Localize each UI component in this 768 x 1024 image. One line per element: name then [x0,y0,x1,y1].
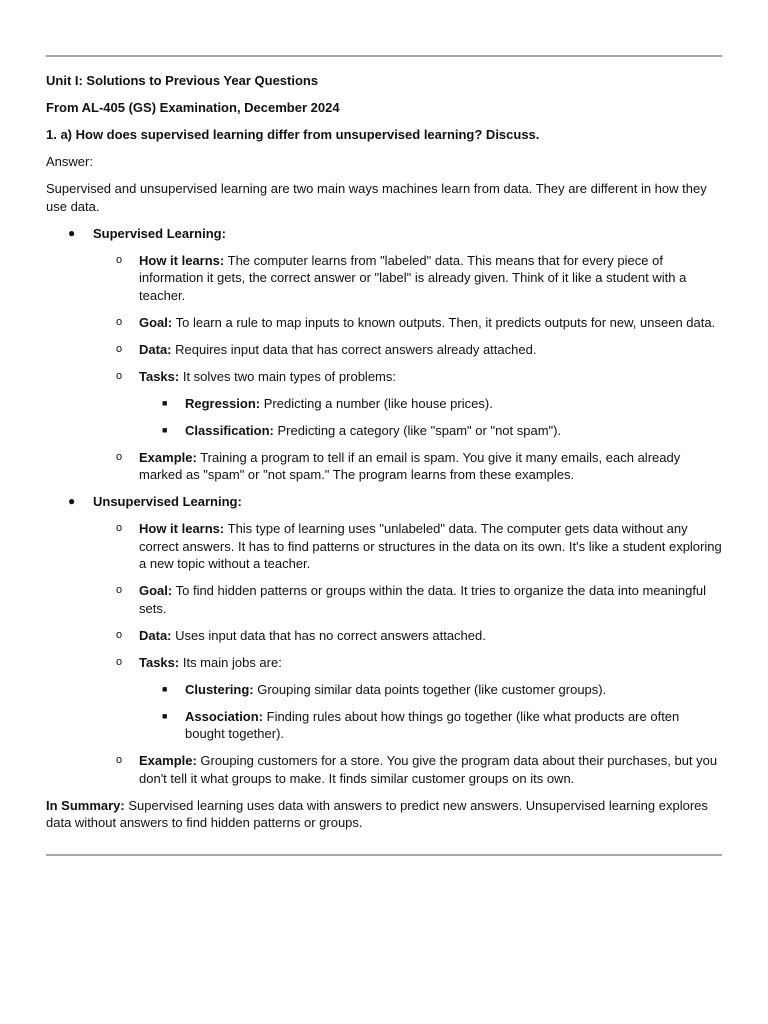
item-text: To learn a rule to map inputs to known outputs. Then, it predicts outputs for new, unseen data. [172,314,716,330]
item-text: The computer learns from "labeled" data. This means that for every piece of information it gets, the correct answer or "label" is already given. Think of it like a student with a teacher. [139,252,687,303]
exam-title: From AL-405 (GS) Examination, December 2024 [46,100,340,115]
circle-bullet-icon: o [116,522,123,534]
list-item [93,752,722,787]
item-label: Goal: [139,583,173,598]
item-text: Grouping similar data points together (like customer groups). [253,681,607,697]
square-bullet-icon: ■ [162,710,168,721]
list-item [93,520,722,573]
item-label: Association: [185,708,264,724]
item-label: Tasks: [139,654,180,670]
supervised-details [93,252,722,484]
circle-bullet-icon: o [116,253,123,266]
item-text: Training a program to tell if an email is spam. You give it many emails, each already marked as "spam" or "not spam." The program learns from these examples. [139,449,681,482]
circle-bullet-icon: o [116,628,123,641]
item-label: How it learns: [139,252,225,268]
item-label: Regression: [185,395,261,411]
intro-paragraph: Supervised and unsupervised learning are two main ways machines learn from data. They are different in how they use data. [46,181,707,214]
summary-text: Supervised learning uses data with answers to predict new answers. Unsupervised learning explores data without answers to find hidden patterns or groups. [46,797,708,830]
list-item [93,654,722,743]
supervised-task-list [139,395,722,440]
list-item-supervised [46,225,722,484]
item-text: Predicting a number (like house prices). [260,395,493,411]
circle-bullet-icon: o [116,369,123,382]
list-item [139,395,722,413]
supervised-heading: Supervised Learning: [93,225,226,241]
question-heading: 1. a) How does supervised learning differ from unsupervised learning? Discuss. [46,127,540,142]
circle-bullet-icon: o [116,315,123,328]
unsupervised-task-list [139,681,722,743]
item-text: Predicting a category (like "spam" or "not spam"). [273,422,562,438]
circle-bullet-icon: o [116,754,123,766]
list-item-unsupervised [46,493,722,787]
item-label: Data: [139,341,172,357]
list-item [93,314,722,332]
item-text: This type of learning uses "unlabeled" data. The computer gets data without any correct answers. It has to find patterns or structures in the data on its own. It's like a student exploring a new topic without a teacher. [139,521,722,571]
unsupervised-heading: Unsupervised Learning: [93,494,242,509]
list-item [93,627,722,645]
unit-title: Unit I: Solutions to Previous Year Questions [46,73,319,88]
bottom-divider [46,854,722,856]
list-item [93,341,722,359]
item-label: Goal: [139,314,173,330]
item-label: Data: [139,627,172,643]
list-item [93,449,722,484]
item-label: Example: [139,753,197,768]
item-label: Tasks: [139,368,180,384]
unsupervised-details [93,520,722,787]
item-text: Uses input data that has no correct answers attached. [171,627,486,643]
item-label: Classification: [185,422,274,438]
list-item [139,708,722,743]
circle-bullet-icon: o [116,584,123,596]
bullet-icon: ● [68,494,76,508]
item-text: Finding rules about how things go together (like what products are often bought together). [185,708,680,741]
item-text: Requires input data that has correct answers already attached. [171,341,537,357]
item-label: How it learns: [139,521,225,536]
item-label: Clustering: [185,681,254,697]
summary-label: In Summary: [46,797,125,813]
list-item [139,422,722,440]
learning-types-list [46,225,722,788]
square-bullet-icon: ■ [162,683,168,694]
item-label: Example: [139,449,197,465]
item-text: Its main jobs are: [179,654,282,670]
item-text: It solves two main types of problems: [179,368,396,384]
answer-label: Answer: [46,154,93,169]
circle-bullet-icon: o [116,655,123,668]
document-page [46,55,722,856]
item-text: Grouping customers for a store. You give the program data about their purchases, but you don't tell it what groups to make. It finds similar customer groups on its own. [139,753,718,786]
square-bullet-icon: ■ [162,424,168,435]
top-divider [46,55,722,57]
list-item [93,582,722,617]
item-text: To find hidden patterns or groups within the data. It tries to organize the data into meaningful sets. [139,583,707,616]
square-bullet-icon: ■ [162,397,168,408]
circle-bullet-icon: o [116,342,123,355]
circle-bullet-icon: o [116,450,123,463]
list-item [139,681,722,699]
list-item [93,252,722,305]
list-item [93,368,722,440]
summary-paragraph [46,797,722,832]
bullet-icon: ● [68,225,76,240]
